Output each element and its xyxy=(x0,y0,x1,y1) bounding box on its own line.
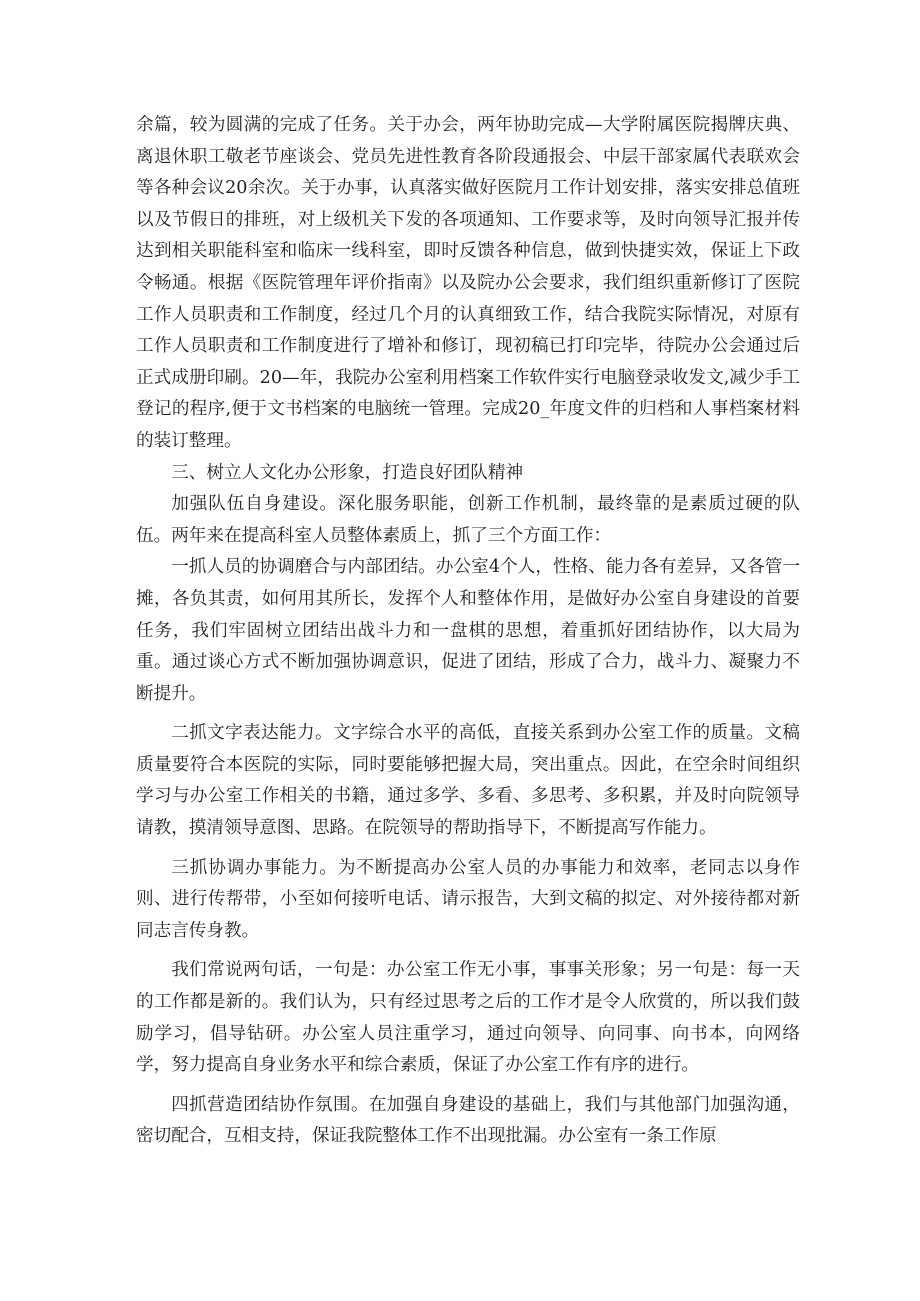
paragraph-team-building: 加强队伍自身建设。深化服务职能，创新工作机制，最终靠的是素质过硬的队伍。两年来在提高科室人员整体素质上，抓了三个方面工作： xyxy=(136,494,800,546)
document-body xyxy=(136,110,800,1153)
paragraph-coordination-ability: 三抓协调办事能力。为不断提高办公室人员的办事能力和效率，老同志以身作则、进行传帮带，小至如何接听电话、请示报告，大到文稿的拟定、对外接待都对新同志言传身教。 xyxy=(136,857,800,941)
paragraph-writing-ability: 二抓文字表达能力。文字综合水平的高低，直接关系到办公室工作的质量。文稿质量要符合本医院的实际，同时要能够把握大局，突出重点。因此，在空余时间组织学习与办公室工作相关的书籍，通过多学、多看、多思考、多积累，并及时向院领导请教，摸清领导意图、思路。在院领导的帮助指导下，不断提高写作能力。 xyxy=(136,723,800,839)
section-heading-team-spirit: 三、树立人文化办公形象，打造良好团队精神 xyxy=(171,462,524,483)
paragraph-office-work-summary: 余篇，较为圆满的完成了任务。关于办会，两年协助完成—大学附属医院揭牌庆典、离退休职工敬老节座谈会、党员先进性教育各阶段通报会、中层干部家属代表联欢会等各种会议20余次。关于办事，认真落实做好医院月工作计划安排，落实安排总值班以及节假日的排班，对上级机关下发的各项通知、工作要求等，及时向领导汇报并传达到相关职能科室和临床一线科室，即时反馈各种信息，做到快捷实效，保证上下政令畅通。根据《医院管理年评价指南》以及院办公会要求，我们组织重新修订了医院工作人员职责和工作制度，经过几个月的认真细致工作，结合我院实际情况，对原有工作人员职责和工作制度进行了增补和修订，现初稿已打印完毕，待院办公会通过后正式成册印刷。20—年，我院办公室利用档案工作软件实行电脑登录收发文,减少手工登记的程序,便于文书档案的电脑统一管理。完成20_年度文件的归档和人事档案材料的装订整理。 xyxy=(136,115,800,451)
paragraph-coordination-unity: 一抓人员的协调磨合与内部团结。办公室4个人，性格、能力各有差异，又各管一摊，各负其责，如何用其所长，发挥个人和整体作用，是做好办公室自身建设的首要任务，我们牢固树立团结出战斗力和一盘棋的思想，着重抓好团结协作，以大局为重。通过谈心方式不断加强协调意识，促进了团结，形成了合力，战斗力、凝聚力不断提升。 xyxy=(136,557,800,704)
paragraph-two-sayings: 我们常说两句话，一句是：办公室工作无小事，事事关形象；另一句是：每一天的工作都是新的。我们认为，只有经过思考之后的工作才是令人欣赏的，所以我们鼓励学习，倡导钻研。办公室人员注重学习，通过向领导、向同事、向书本，向网络学，努力提高自身业务水平和综合素质，保证了办公室工作有序的进行。 xyxy=(136,960,800,1076)
paragraph-teamwork-atmosphere: 四抓营造团结协作氛围。在加强自身建设的基础上，我们与其他部门加强沟通，密切配合，互相支持，保证我院整体工作不出现批漏。办公室有一条工作原 xyxy=(136,1094,800,1147)
